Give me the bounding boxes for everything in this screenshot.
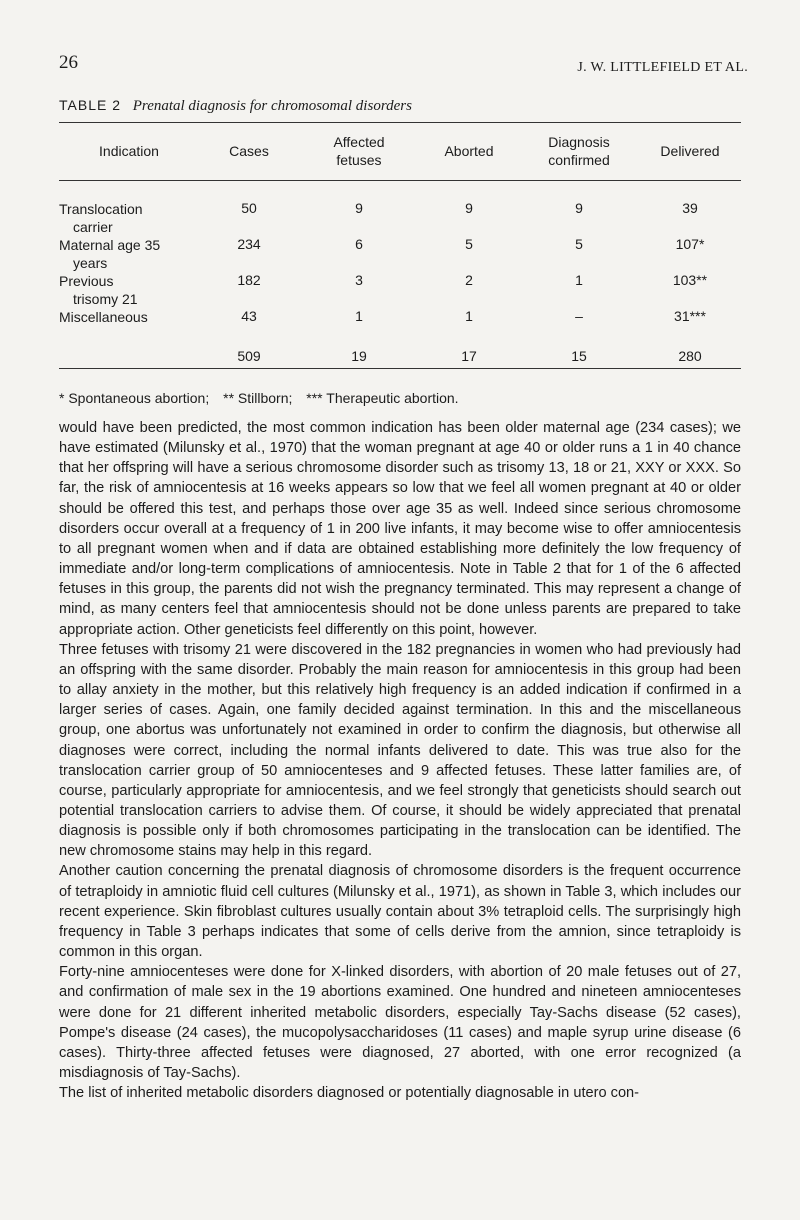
cell-aborted: 2 [465,272,473,288]
cell-delivered: 103** [672,272,708,288]
cell-delivered: 280 [678,348,702,364]
table-total-row [59,344,741,396]
column-header-cases: Cases [229,143,269,159]
cell-affected: 3 [355,272,363,288]
paragraph: The list of inherited metabolic disorders diagnosed or potentially diagnosable in utero con- [59,1085,640,1102]
footnote: ** Stillborn; [223,390,293,406]
paragraph: Three fetuses with trisomy 21 were discovered in the 182 pregnancies in women who had previously had an offspring with the same disorder. Probably the main reason for amniocentesis in this group had been to allay anxiety in the mother, but this relatively high frequency is an added indication if confirmed in a larger series of cases. Again, one family decided against termination. In this and the miscellaneous group, one abortus was unfortunately not examined in order to confirm the diagnosis, but otherwise all diagnoses were correct, including the normal infants delivered to date. This was true also for the translocation carrier group of 50 amniocenteses and 9 affected fetuses. These latter families are, of course, particularly appropriate for amniocentesis, and we feel strongly that geneticists should search out potential translocation carriers to advise them. Of course, it should be widely appreciated that prenatal diagnosis is possible only if both chromosomes participating in the translocation can be identified. The new chromosome stains may help in this regard. [59,641,741,860]
cell-indication: Previous trisomy 21 [59,273,138,307]
cell-delivered: 107* [675,236,705,252]
table-row [59,180,741,236]
table-caption [59,97,412,115]
column-header-confirmed: Diagnosis confirmed [548,134,610,168]
cell-aborted: 5 [465,236,473,252]
paragraph: Another caution concerning the prenatal diagnosis of chromosome disorders is the frequent occurrence of tetraploidy in amniotic fluid cell cultures (Milunsky et al., 1971), as shown in Table 3, which includes our recent experience. Skin fibroblast cultures usually contain about 3% tetraploid cells. The surprisingly high frequency in Table 3 perhaps indicates that some of cells derive from the amnion, since tetraploidy is common in this organ. [59,863,741,961]
cell-aborted: 17 [461,348,477,364]
cell-affected: 9 [355,200,363,216]
cell-affected: 1 [355,308,363,324]
cell-cases: 182 [237,272,261,288]
cell-confirmed: – [575,308,583,324]
cell-confirmed: 15 [571,348,587,364]
cell-delivered: 31*** [674,308,706,324]
table-label: TABLE 2 [59,97,121,113]
cell-affected: 19 [351,348,367,364]
paragraph: Forty-nine amniocenteses were done for X-linked disorders, with abortion of 20 male fetuses out of 27, and confirmation of male sex in the 19 abortions examined. One hundred and nineteen amniocenteses were done for 21 different inherited metabolic disorders, especially Tay-Sachs disease (52 cases), Pompe's disease (24 cases), the mucopolysaccharidoses (11 cases) and maple syrup urine disease (6 cases). Thirty-three affected fetuses were diagnosed, 27 aborted, with one error recognized (a misdiagnosis of Tay-Sachs). [59,964,741,1081]
column-header-affected: Affected fetuses [333,134,385,168]
column-header-indication: Indication [99,143,159,159]
table-header-row [59,122,741,180]
table-row [59,272,741,308]
table-title: Prenatal diagnosis for chromosomal disorders [132,98,412,114]
body-text [59,418,741,1103]
paragraph: would have been predicted, the most common indication has been older maternal age (234 cases); we have estimated (Milunsky et al., 1970) that the woman pregnant at age 40 or older runs a 1 in 40 chance that her offspring will have a serious chromosome disorder such as trisomy 13, 18 or 21, XXY or XXX. So far, the risk of amniocentesis at 16 weeks appears so low that we feel all women pregnant at 40 or older should be offered this test, and perhaps those over age 35 as well. Indeed since serious chromosome disorders occur overall at a frequency of 1 in 200 live infants, it may become wise to offer amniocentesis to all pregnant women when and if data are obtained establishing more definitely the low frequency of immediate and/or long-term complications of amniocentesis. Note in Table 2 that for 1 of the 6 affected fetuses in this group, the parents did not wish the pregnancy terminated. This may represent a change of mind, as many centers feel that amniocentesis should not be done unless parents are prepared to take appropriate action. Other geneticists feel differently on this point, however. [59,420,741,638]
footnote: *** Therapeutic abortion. [306,390,459,406]
cell-delivered: 39 [682,200,698,216]
page-number: 26 [59,52,78,73]
cell-cases: 234 [237,236,261,252]
cell-aborted: 9 [465,200,473,216]
cell-cases: 43 [241,308,257,324]
column-header-delivered: Delivered [660,143,720,159]
table-footnotes [59,390,469,406]
cell-affected: 6 [355,236,363,252]
cell-aborted: 1 [465,308,473,324]
cell-cases: 509 [237,348,261,364]
table-row [59,236,741,272]
table-row [59,308,741,344]
cell-indication: Translocation carrier [59,201,143,235]
cell-indication: Miscellaneous [59,309,148,325]
footnote: * Spontaneous abortion; [59,390,210,406]
cell-indication: Maternal age 35 years [59,237,161,271]
running-head: J. W. LITTLEFIELD ET AL. [577,60,748,75]
cell-confirmed: 1 [575,272,583,288]
data-table [59,122,741,396]
cell-confirmed: 5 [575,236,583,252]
cell-confirmed: 9 [575,200,583,216]
column-header-aborted: Aborted [444,143,494,159]
cell-cases: 50 [241,200,257,216]
cell-indication [59,344,199,396]
